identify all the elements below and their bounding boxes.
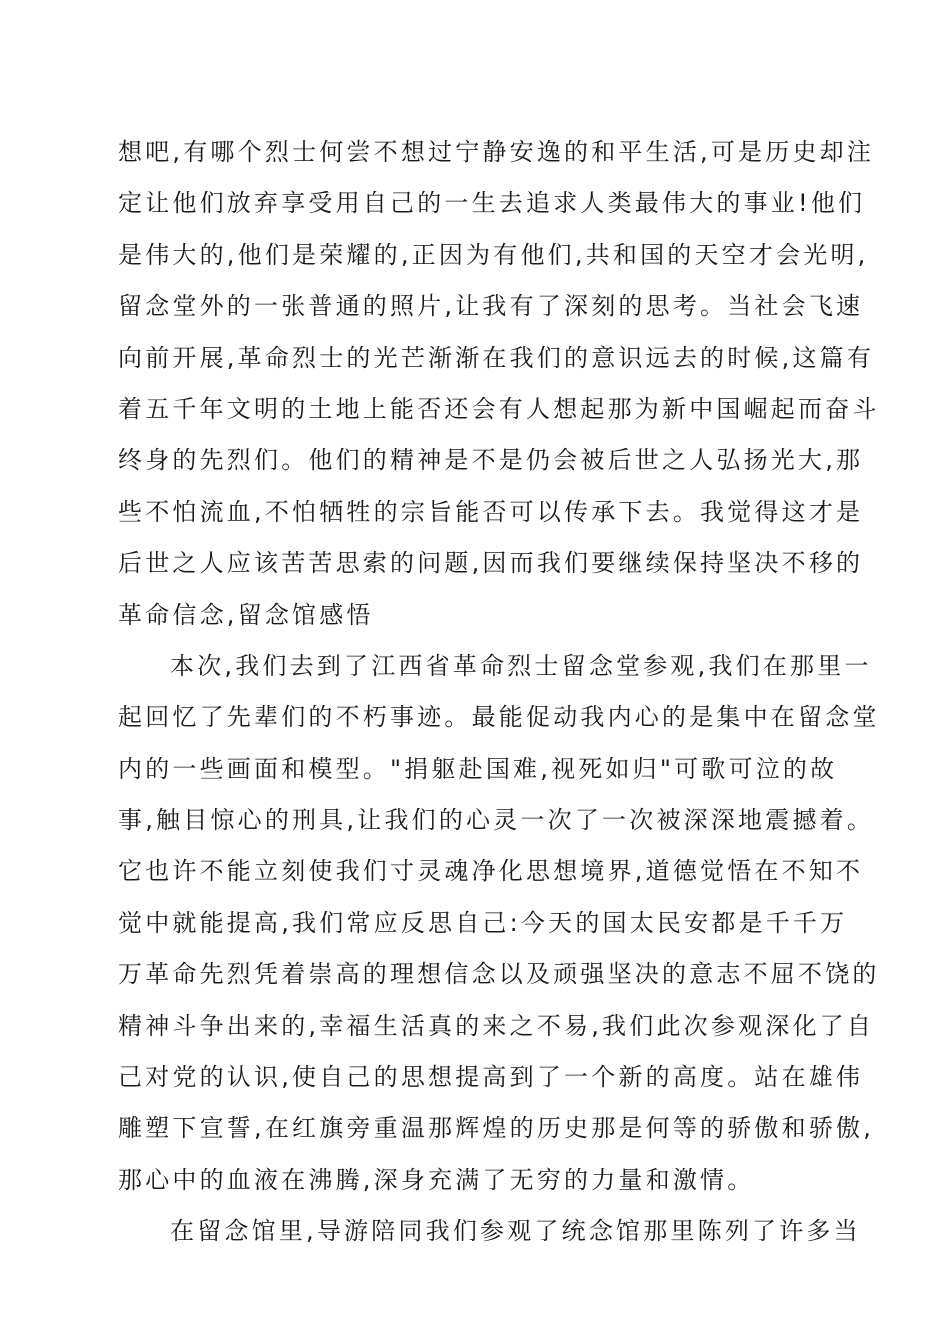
text-line: 本次,我们去到了江西省革命烈士留念堂参观,我们在那里一 bbox=[170, 651, 872, 680]
text-line: 终身的先烈们。他们的精神是不是仍会被后世之人弘扬光大,那 bbox=[118, 446, 864, 475]
text-line: 精神斗争出来的,幸福生活真的来之不易,我们此次参观深化了自 bbox=[118, 1011, 875, 1040]
paragraph bbox=[118, 641, 880, 1206]
paragraph bbox=[118, 127, 880, 641]
text-line: 它也许不能立刻使我们寸灵魂净化思想境界,道德觉悟在不知不 bbox=[118, 857, 864, 886]
text-line: 在留念馆里,导游陪同我们参观了统念馆那里陈列了许多当 bbox=[170, 1217, 861, 1246]
text-line: 想吧,有哪个烈士何尝不想过宁静安逸的和平生活,可是历史却注 bbox=[118, 138, 875, 166]
text-line: 雕塑下宣誓,在红旗旁重温那辉煌的历史那是何等的骄傲和骄傲, bbox=[118, 1114, 875, 1143]
text-line: 内的一些画面和模型。"捐躯赴国难,视死如归"可歌可泣的故 bbox=[118, 754, 838, 783]
text-line: 定让他们放弃享受用自己的一生去追求人类最伟大的事业!他们 bbox=[118, 189, 866, 218]
text-line: 着五千年文明的土地上能否还会有人想起那为新中国崛起而奋斗 bbox=[118, 394, 880, 423]
body-text bbox=[118, 127, 880, 1258]
paragraph bbox=[118, 1206, 861, 1257]
text-line: 己对党的认识,使自己的思想提高到了一个新的高度。站在雄伟 bbox=[118, 1063, 864, 1092]
text-line: 那心中的血液在沸腾,深身充满了无穷的力量和激情。 bbox=[118, 1165, 755, 1194]
text-line: 起回忆了先辈们的不朽事迹。最能促动我内心的是集中在留念堂 bbox=[118, 703, 880, 732]
text-line: 万革命先烈凭着崇高的理想信念以及顽强坚决的意志不屈不饶的 bbox=[118, 960, 880, 989]
text-line: 觉中就能提高,我们常应反思自己:今天的国太民安都是千千万 bbox=[118, 908, 848, 937]
text-line: 向前开展,革命烈士的光芒渐渐在我们的意识远去的时候,这篇有 bbox=[118, 343, 875, 372]
text-line: 事,触目惊心的刑具,让我们的心灵一次了一次被深深地震撼着。 bbox=[118, 806, 875, 835]
text-line: 革命信念,留念馆感悟 bbox=[118, 600, 374, 629]
text-line: 后世之人应该苦苦思索的问题,因而我们要继续保持坚决不移的 bbox=[118, 549, 864, 578]
text-line: 是伟大的,他们是荣耀的,正因为有他们,共和国的天空才会光明, bbox=[118, 240, 869, 269]
text-line: 些不怕流血,不怕牺牲的宗旨能否可以传承下去。我觉得这才是 bbox=[118, 497, 864, 526]
text-line: 留念堂外的一张普通的照片,让我有了深刻的思考。当社会飞速 bbox=[118, 292, 864, 321]
